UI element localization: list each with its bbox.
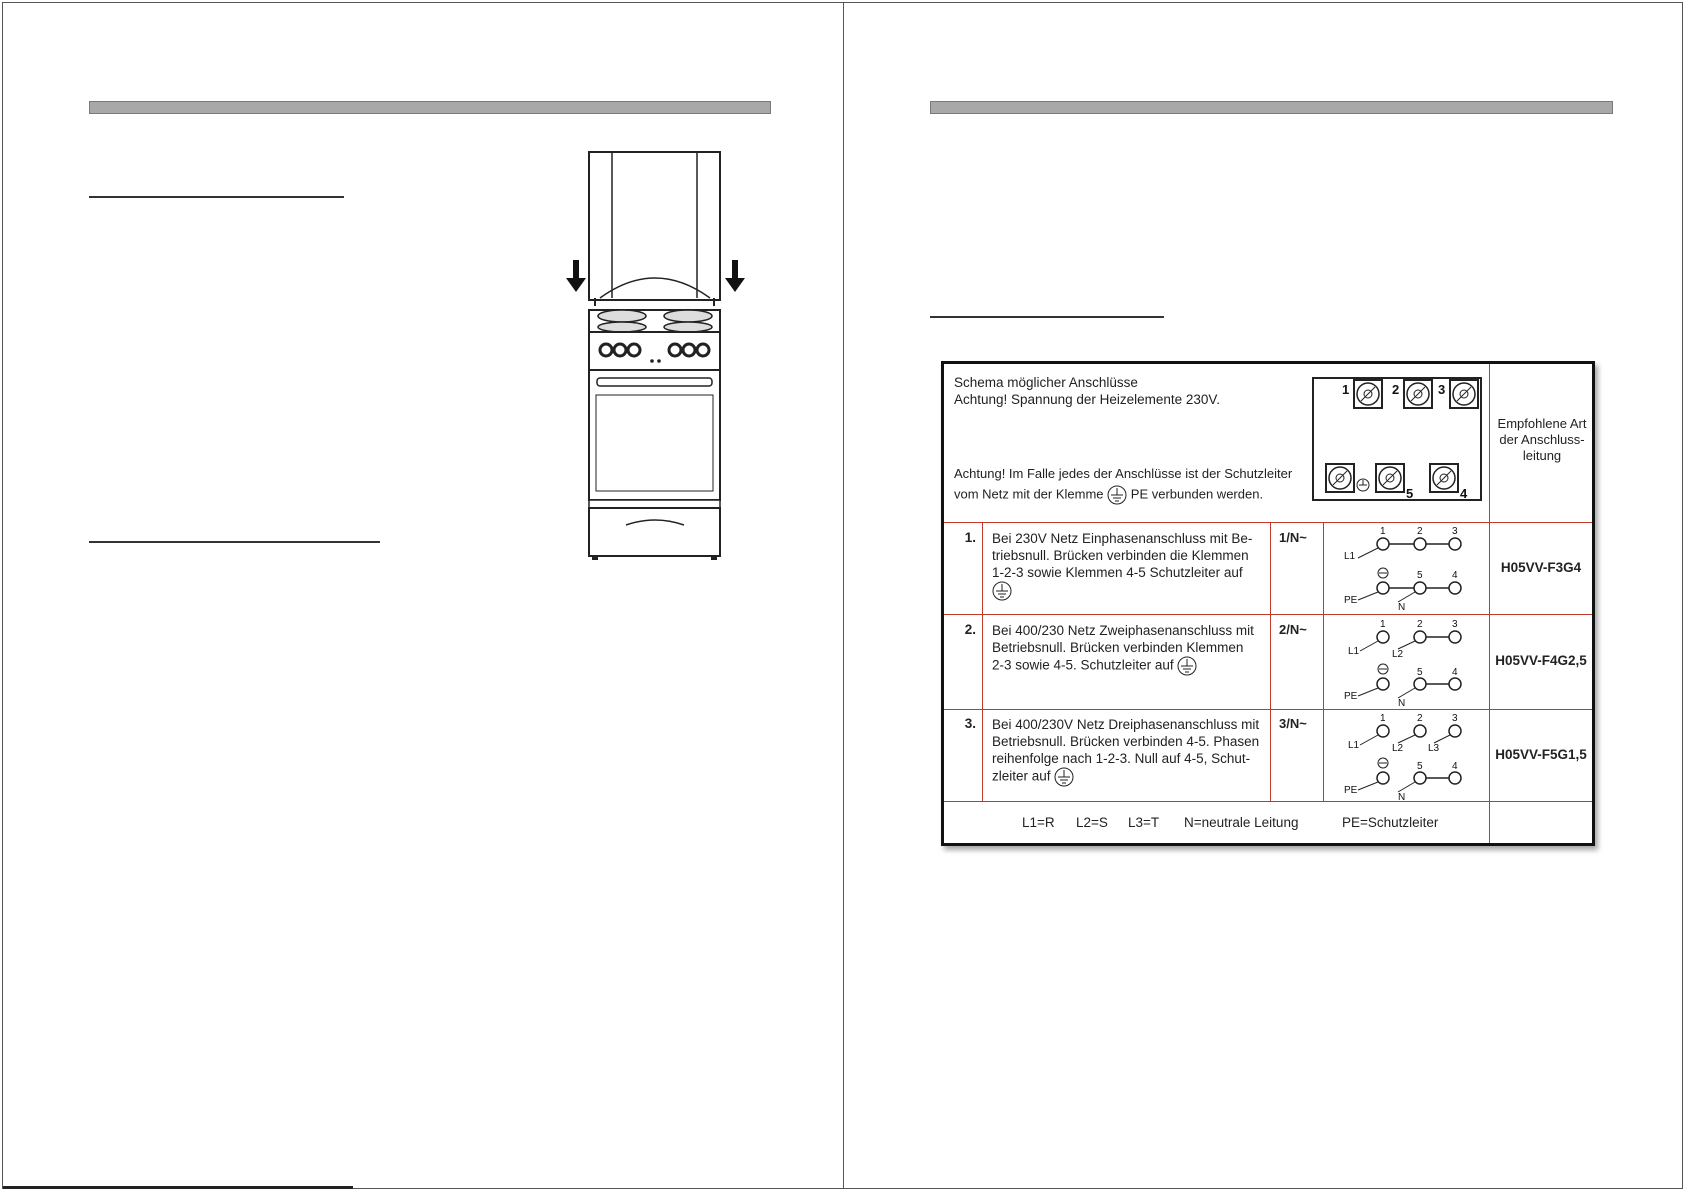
grid-line	[944, 801, 1592, 802]
row-number: 2.	[964, 622, 976, 637]
row-description-line-text: zleiter auf	[992, 768, 1051, 784]
wiring-diagram	[1328, 617, 1478, 707]
diagram-label: 2	[1417, 619, 1423, 630]
row-number: 1.	[964, 530, 976, 545]
ground-warning-pre: vom Netz mit der Klemme	[954, 486, 1104, 502]
terminal-screw-icon	[1354, 380, 1382, 408]
connection-table	[941, 361, 1595, 846]
control-panel	[589, 332, 720, 370]
diagram-label: 5	[1417, 667, 1423, 678]
terminal-block	[1312, 376, 1484, 504]
terminal-label: 2	[1392, 382, 1400, 397]
terminal-label: 1	[1342, 382, 1350, 397]
hob	[589, 310, 720, 332]
drawer	[589, 500, 720, 560]
row-description-line: triebsnull. Brücken verbinden die Klemmen	[992, 548, 1249, 563]
diagram-label: L1	[1348, 740, 1360, 751]
terminal-screw-icon	[1430, 464, 1458, 492]
phase-type: 2/N~	[1279, 622, 1307, 637]
diagram-label: 4	[1452, 570, 1458, 581]
row-description-line: Bei 400/230 Netz Zweiphasenanschluss mit	[992, 623, 1254, 638]
cable-type-heading-line: der Anschluss-	[1499, 432, 1585, 447]
diagram-label: 2	[1417, 713, 1423, 724]
diagram-label: N	[1398, 602, 1406, 612]
diagram-label: 4	[1452, 667, 1458, 678]
grid-line	[944, 709, 1592, 710]
terminal-screw-icon	[1404, 380, 1432, 408]
cable-type: H05VV-F4G2,5	[1495, 653, 1587, 668]
diagram-label: 1	[1380, 526, 1386, 537]
down-arrow-left-icon	[566, 260, 586, 292]
ground-icon	[1177, 656, 1197, 676]
cable-type-heading	[1490, 416, 1594, 464]
ground-icon	[1107, 485, 1127, 505]
diagram-label: 3	[1452, 619, 1458, 630]
row-description-line: Bei 230V Netz Einphasenanschluss mit Be-	[992, 531, 1253, 546]
diagram-label: 2	[1417, 526, 1423, 537]
cable-type-heading-line: Empfohlene Art	[1497, 416, 1587, 431]
grid-line	[944, 522, 1592, 523]
legend-l2: L2=S	[1076, 815, 1108, 830]
right-header-bar	[930, 101, 1613, 114]
bottom-rule	[3, 1186, 353, 1189]
diagram-label: 3	[1452, 713, 1458, 724]
diagram-label: L3	[1428, 743, 1440, 754]
row-description-line	[992, 656, 1254, 676]
terminal-label: 5	[1406, 486, 1414, 501]
diagram-label: L1	[1348, 646, 1360, 657]
row-description-line: Betriebsnull. Brücken verbinden 4-5. Phasen	[992, 734, 1260, 749]
ground-icon	[992, 581, 1012, 601]
ground-warning-line2	[954, 485, 1263, 505]
legend-l3: L3=T	[1128, 815, 1160, 830]
terminal-screw-icon	[1450, 380, 1478, 408]
phase-type: 3/N~	[1279, 716, 1307, 731]
row-description	[992, 716, 1259, 787]
diagram-label: 1	[1380, 619, 1386, 630]
legend-neutral: N=neutrale Leitung	[1184, 815, 1299, 830]
row-number: 3.	[964, 716, 976, 731]
left-section-rule-2	[89, 541, 380, 543]
legend-protective-earth: PE=Schutzleiter	[1342, 815, 1439, 830]
schema-title: Schema möglicher Anschlüsse	[954, 375, 1138, 390]
row-description-line: Bei 400/230V Netz Dreiphasenanschluss mit	[992, 717, 1260, 732]
grid-line	[1270, 522, 1271, 801]
oven-door	[589, 370, 720, 500]
lid	[589, 152, 720, 306]
grid-line	[1323, 522, 1324, 801]
down-arrow-right-icon	[725, 260, 745, 292]
ground-warning-line1: Achtung! Im Falle jedes der Anschlüsse ist der Schutzleiter	[954, 466, 1293, 481]
diagram-label: L1	[1344, 551, 1356, 562]
diagram-label: N	[1398, 792, 1406, 801]
grid-line	[982, 522, 983, 801]
row-description-line-text: 2-3 sowie 4-5. Schutzleiter auf	[992, 657, 1174, 673]
legend-l1: L1=R	[1022, 815, 1055, 830]
right-section-rule	[930, 316, 1164, 318]
diagram-label: PE	[1344, 595, 1358, 606]
row-description-line: reihenfolge nach 1-2-3. Null auf 4-5, Schut-	[992, 751, 1251, 766]
diagram-label: 3	[1452, 526, 1458, 537]
diagram-label: 5	[1417, 761, 1423, 772]
grid-line	[944, 614, 1592, 615]
row-description	[992, 622, 1254, 676]
row-description-line	[992, 767, 1259, 787]
diagram-label: N	[1398, 698, 1406, 707]
wiring-diagram	[1328, 711, 1478, 801]
diagram-label: L2	[1392, 743, 1404, 754]
diagram-label: 1	[1380, 713, 1386, 724]
row-description-line: 1-2-3 sowie Klemmen 4-5 Schutzleiter auf	[992, 565, 1243, 580]
row-description	[992, 530, 1252, 605]
ground-icon	[1054, 767, 1074, 787]
terminal-label: 4	[1460, 486, 1468, 501]
diagram-label: PE	[1344, 785, 1358, 796]
left-header-bar	[89, 101, 771, 114]
diagram-label: 4	[1452, 761, 1458, 772]
terminal-screw-icon	[1376, 464, 1404, 492]
ground-warning-post: PE verbunden werden.	[1130, 486, 1264, 502]
left-section-rule-1	[89, 196, 344, 198]
wiring-diagram	[1328, 524, 1478, 612]
row-description-line: Betriebsnull. Brücken verbinden Klemmen	[992, 640, 1244, 655]
cable-type: H05VV-F5G1,5	[1495, 747, 1587, 762]
voltage-warning: Achtung! Spannung der Heizelemente 230V.	[954, 392, 1220, 407]
diagram-label: PE	[1344, 691, 1358, 702]
phase-type: 1/N~	[1279, 530, 1307, 545]
diagram-label: L2	[1392, 649, 1404, 660]
cooker-illustration	[560, 150, 760, 565]
ground-icon	[1357, 479, 1369, 491]
diagram-label: 5	[1417, 570, 1423, 581]
cable-type: H05VV-F3G4	[1500, 560, 1582, 575]
cable-type-heading-line: leitung	[1522, 448, 1562, 463]
terminal-screw-icon	[1326, 464, 1354, 492]
terminal-label: 3	[1438, 382, 1446, 397]
